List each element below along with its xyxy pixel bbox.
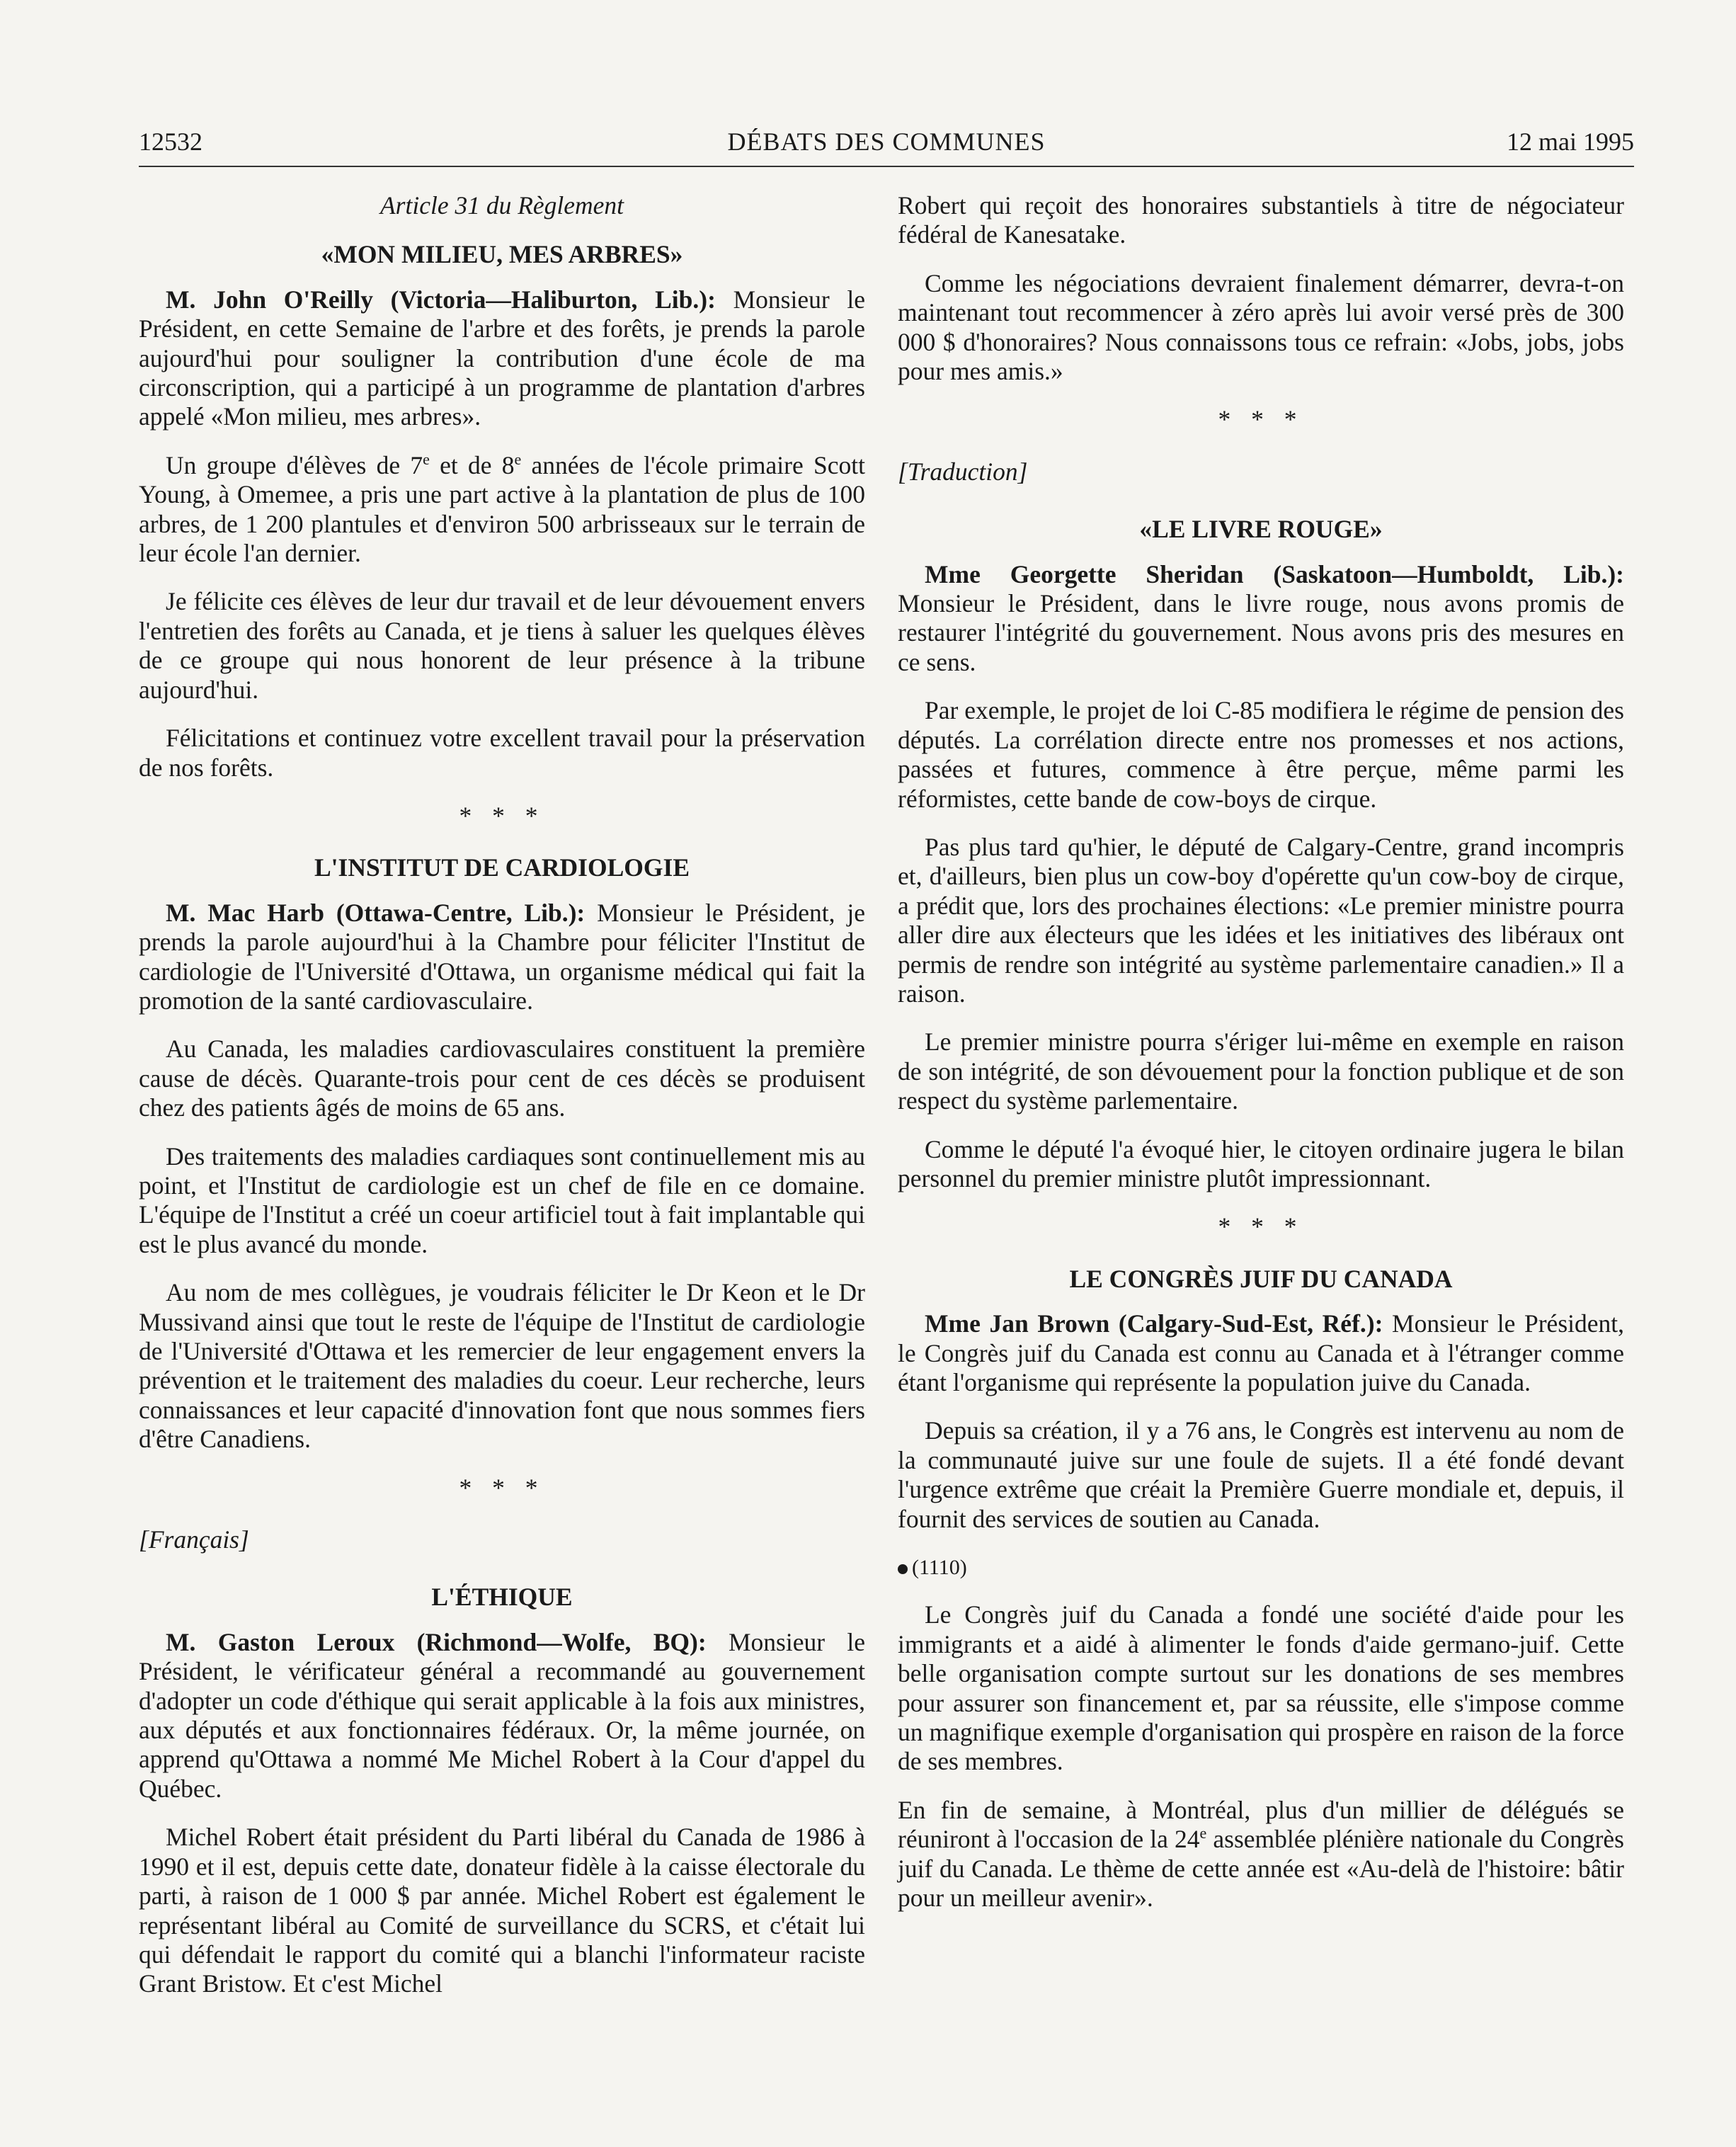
- paragraph: M. Gaston Leroux (Richmond—Wolfe, BQ): Monsieur le Président, le vérificateur général a recommandé au gouvernement d'adopter un code d'éthique qui serait applicable à la fois aux ministres, aux députés et aux fonctionnaires fédéraux. Or, la même journée, on apprend qu'Ottawa a nommé Me Michel Robert à la Cour d'appel du Québec.: [139, 1627, 865, 1803]
- header-rule: [139, 166, 1634, 167]
- section-separator: * * *: [459, 1473, 545, 1502]
- paragraph: En fin de semaine, à Montréal, plus d'un millier de délégués se réuniront à l'occasion de la 24e assemblée plénière nationale du Congrès juif du Canada. Le thème de cette année est «Au-delà de l'histoire: bâtir pour un meilleur avenir».: [898, 1795, 1624, 1913]
- paragraph: M. John O'Reilly (Victoria—Haliburton, Lib.): Monsieur le Président, en cette Semaine de l'arbre et des forêts, je prends la parole aujourd'hui pour souligner la contribution d'une école de ma circonscription, qui a participé à un programme de plantation d'arbres appelé «Mon milieu, mes arbres».: [139, 285, 865, 431]
- section-separator: * * *: [459, 801, 545, 830]
- paragraph: Mme Georgette Sheridan (Saskatoon—Humboldt, Lib.): Monsieur le Président, dans le livre rouge, nous avons promis de restaurer l'intégrité du gouvernement. Nous avons pris des mesures en ce sens.: [898, 559, 1624, 676]
- paragraph: Comme les négociations devraient finalement démarrer, devra-t-on maintenant tout recommencer à zéro après lui avoir versé près de 300 000 $ d'honoraires? Nous connaissons tous ce refrain: «Jobs, jobs, jobs pour mes amis.»: [898, 268, 1624, 386]
- page-date: 12 mai 1995: [1507, 127, 1634, 156]
- paragraph: Le Congrès juif du Canada a fondé une société d'aide pour les immigrants et a aidé à alimenter le fonds d'aide germano-juif. Cette belle organisation compte surtout sur les donations de ses membres pour assurer son financement et, par sa réussite, elle s'impose comme un magnifique exemple d'organisation qui prospère en raison de la force de ses membres.: [898, 1600, 1624, 1776]
- paragraph: Mme Jan Brown (Calgary-Sud-Est, Réf.): Monsieur le Président, le Congrès juif du Canada est connu au Canada et à l'étranger comme étant l'organisme qui représente la population juive du Canada.: [898, 1309, 1624, 1396]
- standing-order-subtitle: Article 31 du Règlement: [379, 191, 624, 220]
- language-marker: [Français]: [139, 1525, 249, 1554]
- paragraph: Au nom de mes collègues, je voudrais féliciter le Dr Keon et le Dr Mussivand ainsi que tout le reste de l'équipe de l'Institut de cardiologie de l'Université d'Ottawa et les remercier de leur engagement envers la prévention et le traitement des maladies du coeur. Leur recherche, leurs connaissances et leur capacité d'innovation font que nous sommes fiers d'être Canadiens.: [139, 1278, 865, 1454]
- speaker-name: M. John O'Reilly (Victoria—Haliburton, Lib.):: [166, 285, 716, 314]
- paragraph: Félicitations et continuez votre excellent travail pour la préservation de nos forêts.: [139, 724, 865, 782]
- speaker-name: Mme Jan Brown (Calgary-Sud-Est, Réf.):: [925, 1309, 1383, 1338]
- paragraph: Des traitements des maladies cardiaques sont continuellement mis au point, et l'Institut de cardiologie est un chef de file en ce domaine. L'équipe de l'Institut a créé un coeur artificiel tout à fait implantable qui est le plus avancé du monde.: [139, 1141, 865, 1258]
- time-marker: (1110): [898, 1553, 1624, 1582]
- right-column: [898, 191, 1624, 1932]
- bullet-dot-icon: [898, 1564, 908, 1574]
- speaker-name: M. Gaston Leroux (Richmond—Wolfe, BQ):: [166, 1627, 707, 1656]
- section-separator: * * *: [1218, 1212, 1304, 1241]
- section-title-congres: LE CONGRÈS JUIF DU CANADA: [1069, 1264, 1453, 1293]
- speaker-name: Mme Georgette Sheridan (Saskatoon—Humboldt, Lib.):: [925, 559, 1624, 588]
- section-title-livre-rouge: «LE LIVRE ROUGE»: [1139, 515, 1383, 544]
- publication-title: DÉBATS DES COMMUNES: [727, 127, 1046, 156]
- section-title-arbres: «MON MILIEU, MES ARBRES»: [321, 240, 683, 269]
- section-title-cardiologie: L'INSTITUT DE CARDIOLOGIE: [314, 853, 690, 882]
- paragraph: Au Canada, les maladies cardiovasculaires constituent la première cause de décès. Quarante-trois pour cent de ces décès se produisent chez des patients âgés de moins de 65 ans.: [139, 1035, 865, 1122]
- left-column: [139, 191, 865, 2018]
- paragraph: Depuis sa création, il y a 76 ans, le Congrès est intervenu au nom de la communauté juive sur une foule de sujets. Il a été fondé devant l'urgence extrême que créait la Première Guerre mondiale et, depuis, il fournit des services de soutien au Canada.: [898, 1416, 1624, 1533]
- paragraph: Le premier ministre pourra s'ériger lui-même en exemple en raison de son intégrité, de son dévouement pour la fonction publique et de son respect du système parlementaire.: [898, 1027, 1624, 1115]
- section-title-ethique: L'ÉTHIQUE: [431, 1583, 573, 1612]
- paragraph-continued: Robert qui reçoit des honoraires substantiels à titre de négociateur fédéral de Kanesatake.: [898, 191, 1624, 249]
- speaker-name: M. Mac Harb (Ottawa-Centre, Lib.):: [166, 898, 586, 927]
- paragraph: Michel Robert était président du Parti libéral du Canada de 1986 à 1990 et il est, depuis cette date, donateur fidèle à la caisse électorale du parti, à raison de 1 000 $ par année. Michel Robert est également le représentant libéral au Comité de surveillance du SCRS, et c'était lui qui défendait le rapport du comité qui a blanchi l'informateur raciste Grant Bristow. Et c'est Michel: [139, 1823, 865, 1998]
- paragraph: Je félicite ces élèves de leur dur travail et de leur dévouement envers l'entretien des forêts au Canada, et je tiens à saluer les quelques élèves de ce groupe qui nous honorent de leur présence à la tribune aujourd'hui.: [139, 587, 865, 704]
- page-number: 12532: [139, 127, 202, 156]
- paragraph: Par exemple, le projet de loi C-85 modifiera le régime de pension des députés. La corrélation directe entre nos promesses et nos actions, passées et futures, commence à être perçue, même parmi les réformistes, cette bande de cow-boys de cirque.: [898, 696, 1624, 813]
- section-separator: * * *: [1218, 405, 1304, 434]
- paragraph: Pas plus tard qu'hier, le député de Calgary-Centre, grand incompris et, d'ailleurs, bien plus un cow-boy d'opérette qu'un cow-boy de cirque, a prédit que, lors des prochaines élections: «Le premier ministre pourra aller dire aux électeurs que les idées et les initiatives des libéraux ont permis de rendre son intégrité au système parlementaire canadien.» Il a raison.: [898, 832, 1624, 1008]
- paragraph: Comme le député l'a évoqué hier, le citoyen ordinaire jugera le bilan personnel du premier ministre plutôt impressionnant.: [898, 1134, 1624, 1192]
- language-marker: [Traduction]: [898, 457, 1028, 486]
- paragraph: Un groupe d'élèves de 7e et de 8e années de l'école primaire Scott Young, à Omemee, a pris une part active à la plantation de plus de 100 arbres, de 1 200 plantules et d'environ 500 arbrisseaux sur le terrain de leur école l'an dernier.: [139, 450, 865, 568]
- paragraph: M. Mac Harb (Ottawa-Centre, Lib.): Monsieur le Président, je prends la parole aujourd'hui à la Chambre pour féliciter l'Institut de cardiologie de l'Université d'Ottawa, un organisme médical qui fait la promotion de la santé cardiovasculaire.: [139, 898, 865, 1015]
- page-header: [139, 122, 1634, 161]
